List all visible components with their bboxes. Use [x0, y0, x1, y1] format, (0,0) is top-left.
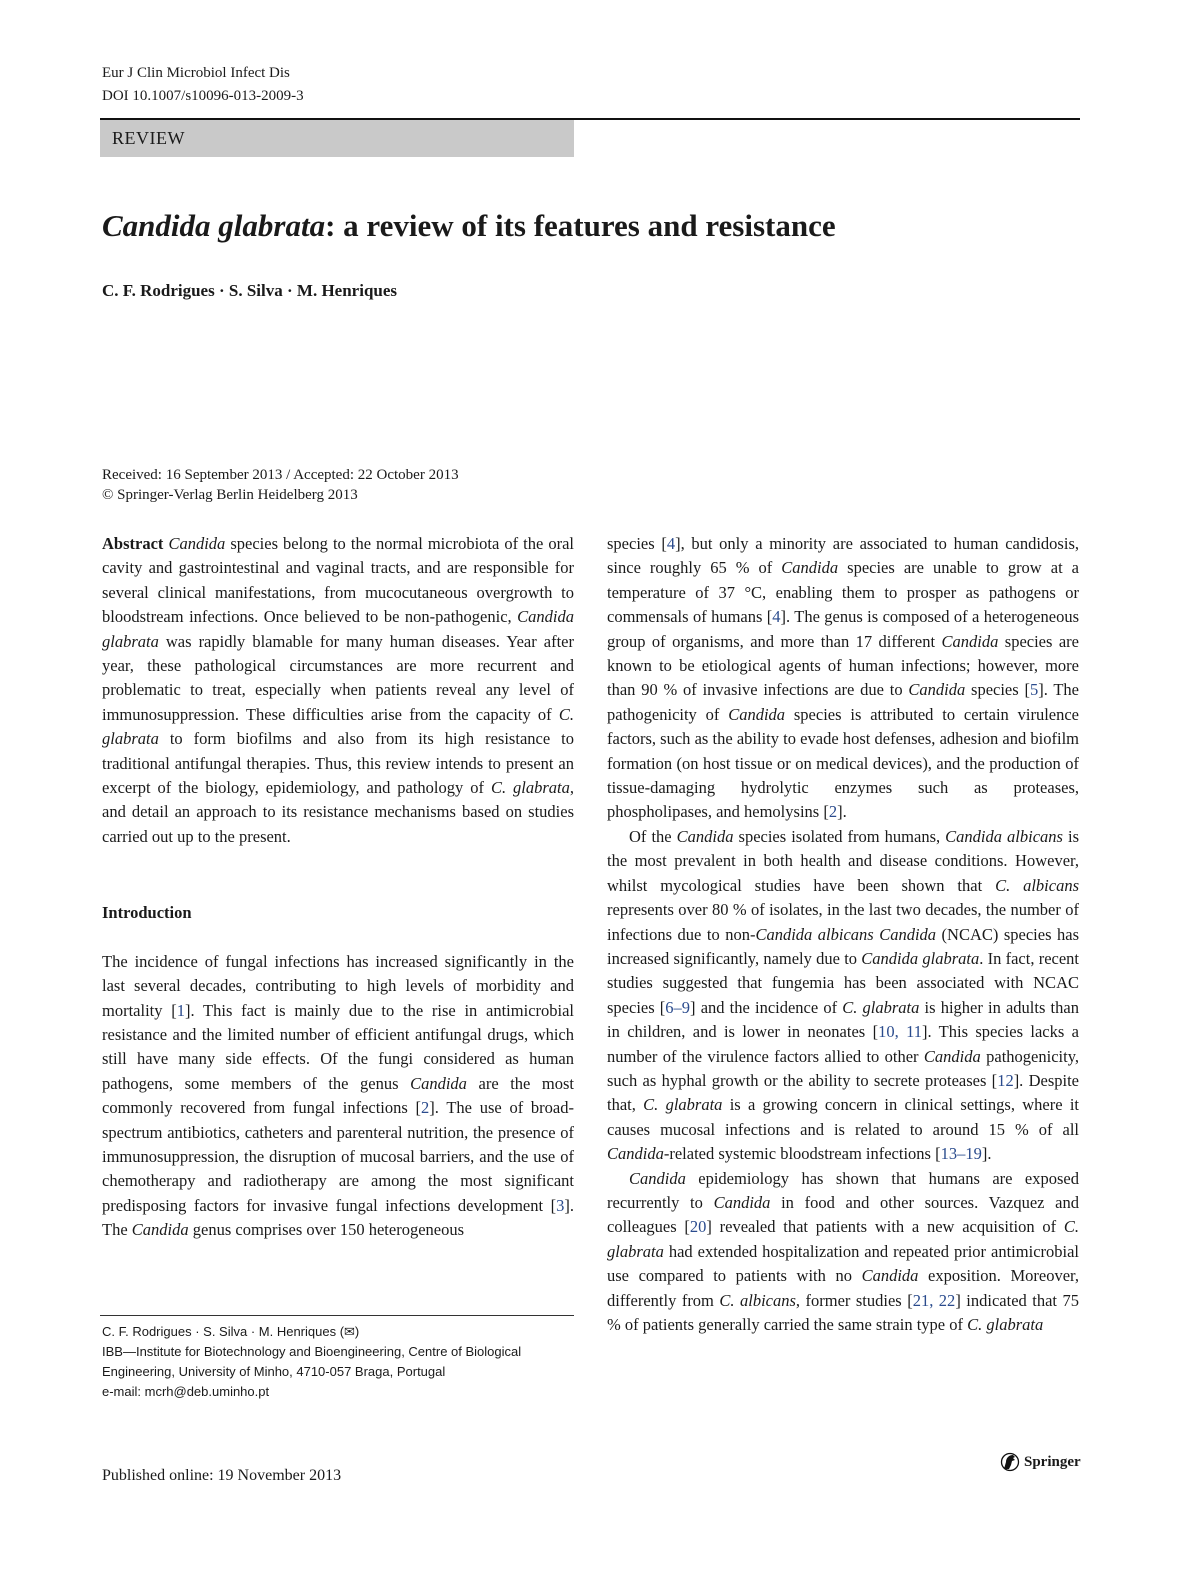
- body-paragraph-1: species [4], but only a minority are associated to human candidosis, since roughly 65 % of Candida species are unable to grow at a temperature of 37 °C, enabling them to prosper as pathogens or commensals of humans [4]. The genus is composed of a heterogeneous group of organisms, and more than 17 different Candida species are known to be etiological agents of human infections; however, more than 90 % of invasive infections are due to Candida species [5]. The pathogenicity of Candida species is attributed to certain virulence factors, such as the ability to evade host defenses, adhesion and biofilm formation (on host tissue or on medical devices), and the production of tissue-damaging hydrolytic enzymes such as proteases, phospholipases, and hemolysins [2].: [607, 534, 1080, 822]
- springer-logo: [1000, 1452, 1081, 1472]
- abstract-text: Candida species belong to the normal microbiota of the oral cavity and gastrointestinal and vaginal tracts, and are responsible for several clinical manifestations, from mucocutaneous overgrowth to bloodstream infections. Once believed to be non-pathogenic, Candida glabrata was rapidly blamable for many human diseases. Year after year, these pathological circumstances are more recurrent and problematic to treat, especially when patients reveal any level of immunosuppression. These difficulties arise from the capacity of C. glabrata to form biofilms and also from its high resistance to traditional antifungal therapies. Thus, this review intends to present an excerpt of the biology, epidemiology, and pathology of C. glabrata, and detail an approach to its resistance mechanisms based on studies carried out up to the present.: [102, 534, 574, 846]
- abstract-label: Abstract: [102, 534, 164, 553]
- body-paragraph-3: Candida epidemiology has shown that humans are exposed recurrently to Candida in food and other sources. Vazquez and colleagues [20] revealed that patients with a new acquisition of C. glabrata had extended hospitalization and repeated prior antimicrobial use compared to patients with no Candida exposition. Moreover, differently from C. albicans, former studies [21, 22] indicated that 75 % of patients generally carried the same strain type of C. glabrata: [607, 1168, 1079, 1334]
- title-rest: : a review of its features and resistance: [325, 208, 836, 243]
- footnote-affiliation: IBB—Institute for Biotechnology and Bioengineering, Centre of Biological Engineering, University of Minho, 4710-057 Braga, Portugal: [102, 1344, 522, 1379]
- footnote-rule: [100, 1315, 574, 1316]
- intro-paragraph: The incidence of fungal infections has increased significantly in the last several decades, contributing to high levels of morbidity and mortality [1]. This fact is mainly due to the rise in antimicrobial resistance and the limited number of efficient antifungal drugs, which still have many side effects. Of the fungi considered as human pathogens, some members of the genus Candida are the most commonly recovered from fungal infections [2]. The use of broad-spectrum antibiotics, catheters and parenteral nutrition, the presence of immunosuppression, the disruption of mucosal barriers, and the use of chemotherapy and radiotherapy are among the most significant predisposing factors for invasive fungal infections development [3]. The Candida genus comprises over 150 heterogeneous: [102, 951, 575, 1240]
- article-dates: [102, 465, 459, 505]
- received-accepted: Received: 16 September 2013 / Accepted: 22 October 2013: [102, 467, 459, 483]
- left-column: [102, 532, 574, 1243]
- copyright: © Springer-Verlag Berlin Heidelberg 2013: [102, 487, 358, 503]
- section-label: REVIEW: [100, 120, 574, 157]
- published-online: Published online: 19 November 2013: [102, 1467, 342, 1484]
- body-paragraph-2: Of the Candida species isolated from humans, Candida albicans is the most prevalent in both health and disease conditions. However, whilst mycological studies have been shown that C. albicans represents over 80 % of isolates, in the last two decades, the number of infections due to non-Candida albicans Candida (NCAC) species has increased significantly, namely due to Candida glabrata. In fact, recent studies suggested that fungemia has been associated with NCAC species [6–9] and the incidence of C. glabrata is higher in adults than in children, and is lower in neonates [10, 11]. This species lacks a number of the virulence factors allied to other Candida pathogenicity, such as hyphal growth or the ability to secrete proteases [12]. Despite that, C. glabrata is a growing concern in clinical settings, where it causes mucosal infections and is related to around 15 % of all Candida-related systemic bloodstream infections [13–19].: [607, 826, 1080, 1164]
- footnote-email[interactable]: e-mail: mcrh@deb.uminho.pt: [102, 1384, 270, 1399]
- abstract: [102, 532, 574, 849]
- article-title: [102, 208, 836, 244]
- right-column: [607, 532, 1079, 1337]
- journal-header: [102, 62, 304, 108]
- intro-heading: Introduction: [102, 903, 192, 923]
- springer-horse-icon: [1000, 1452, 1020, 1472]
- journal-name: Eur J Clin Microbiol Infect Dis: [102, 65, 290, 81]
- publisher-name: Springer: [1024, 1453, 1081, 1470]
- affiliation-footnote: [102, 1322, 574, 1402]
- author-list: C. F. Rodrigues · S. Silva · M. Henriques: [102, 281, 398, 300]
- footnote-authors: C. F. Rodrigues · S. Silva · M. Henriques (✉): [102, 1324, 360, 1339]
- doi[interactable]: DOI 10.1007/s10096-013-2009-3: [102, 88, 304, 104]
- title-species: Candida glabrata: [102, 208, 326, 243]
